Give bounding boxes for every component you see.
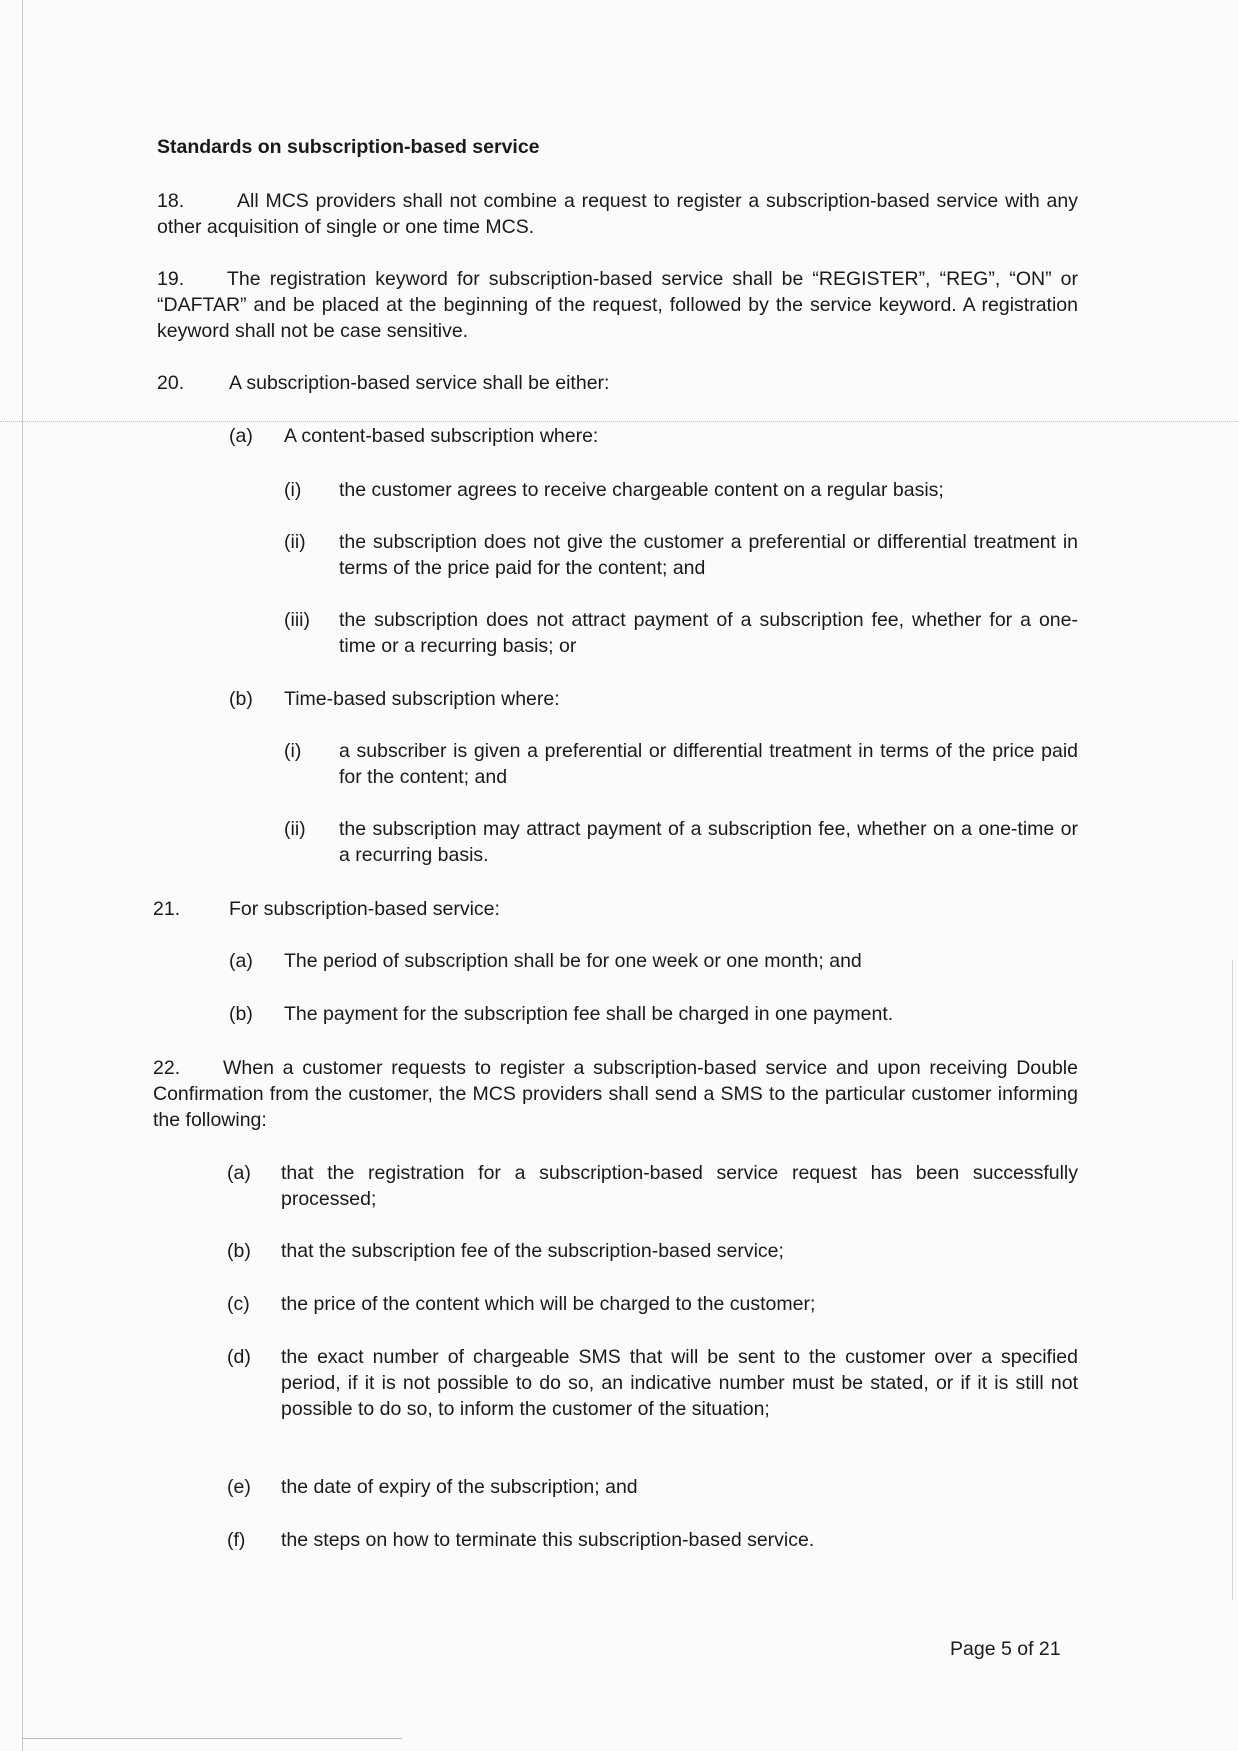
clause-21-a-label: (a) (229, 950, 253, 972)
clause-21-number: 21. (153, 898, 181, 920)
clause-22-a-text: that the registration for a subscription-based service request has been successfully processed; (281, 1162, 1078, 1210)
clause-22-f-text: the steps on how to terminate this subscription-based service. (281, 1529, 815, 1551)
clause-22-d-label: (d) (227, 1346, 251, 1368)
clause-20-text: A subscription-based service shall be either: (229, 372, 610, 394)
scan-edge-left (22, 0, 23, 1751)
clause-20-b-text: Time-based subscription where: (284, 688, 560, 710)
clause-19-text: The registration keyword for subscription-based service shall be “REGISTER”, “REG”, “ON” or “DAFTAR” and be placed at the beginning of the request, followed by the service keyword. A registration keyword shall not be case sensitive. (157, 268, 1078, 342)
clause-18-text: All MCS providers shall not combine a request to register a subscription-based service with any other acquisition of single or one time MCS. (157, 190, 1078, 238)
clause-22-number: 22. (153, 1057, 181, 1079)
clause-22-f-label: (f) (227, 1529, 246, 1551)
clause-18 (157, 188, 1078, 240)
clause-20-a-ii-label: (ii) (284, 531, 306, 553)
clause-22-text: When a customer requests to register a subscription-based service and upon receiving Double Confirmation from the customer, the MCS providers shall send a SMS to the particular customer informing the following: (153, 1057, 1078, 1131)
clause-20-a-i-label: (i) (284, 479, 302, 501)
clause-22-a-label: (a) (227, 1162, 251, 1184)
clause-18-number: 18. (157, 190, 185, 212)
clause-19 (157, 266, 1078, 344)
clause-21-a-text: The period of subscription shall be for one week or one month; and (284, 950, 862, 972)
clause-20-b-i-text: a subscriber is given a preferential or differential treatment in terms of the price paid for the content; and (339, 740, 1078, 788)
clause-22-c-label: (c) (227, 1293, 250, 1315)
clause-20-a-iii-text: the subscription does not attract payment of a subscription fee, whether for a one-time or a recurring basis; or (339, 609, 1078, 657)
clause-20-number: 20. (157, 372, 185, 394)
clause-20-b-i-label: (i) (284, 740, 302, 762)
clause-22-b-label: (b) (227, 1240, 251, 1262)
clause-20-b-ii-text: the subscription may attract payment of a subscription fee, whether on a one-time or a recurring basis. (339, 818, 1078, 866)
clause-20-a-text: A content-based subscription where: (284, 425, 599, 447)
clause-22-e-label: (e) (227, 1476, 251, 1498)
clause-20-a-i-text: the customer agrees to receive chargeable content on a regular basis; (339, 479, 944, 501)
clause-20-b-ii-label: (ii) (284, 818, 306, 840)
clause-22-b-text: that the subscription fee of the subscription-based service; (281, 1240, 784, 1262)
clause-22-e-text: the date of expiry of the subscription; and (281, 1476, 638, 1498)
section-heading: Standards on subscription-based service (157, 136, 540, 158)
clause-21-b-text: The payment for the subscription fee shall be charged in one payment. (284, 1003, 894, 1025)
clause-22-d-text: the exact number of chargeable SMS that will be sent to the customer over a specified period, if it is not possible to do so, an indicative number must be stated, or if it is still not possible to do so, to inform the customer of the situation; (281, 1346, 1078, 1420)
scan-artifact-line (0, 421, 1238, 422)
clause-20-a-ii-text: the subscription does not give the customer a preferential or differential treatment in terms of the price paid for the content; and (339, 531, 1078, 579)
clause-21-text: For subscription-based service: (229, 898, 500, 920)
clause-20-a-label: (a) (229, 425, 253, 447)
scan-artifact-bottom (22, 1738, 402, 1739)
scan-edge-right (1232, 960, 1233, 1600)
clause-22 (153, 1055, 1078, 1133)
clause-20-b-label: (b) (229, 688, 253, 710)
clause-19-number: 19. (157, 268, 185, 290)
page-number: Page 5 of 21 (950, 1638, 1061, 1660)
clause-20-a-iii-label: (iii) (284, 609, 310, 631)
clause-21-b-label: (b) (229, 1003, 253, 1025)
clause-22-c-text: the price of the content which will be charged to the customer; (281, 1293, 816, 1315)
